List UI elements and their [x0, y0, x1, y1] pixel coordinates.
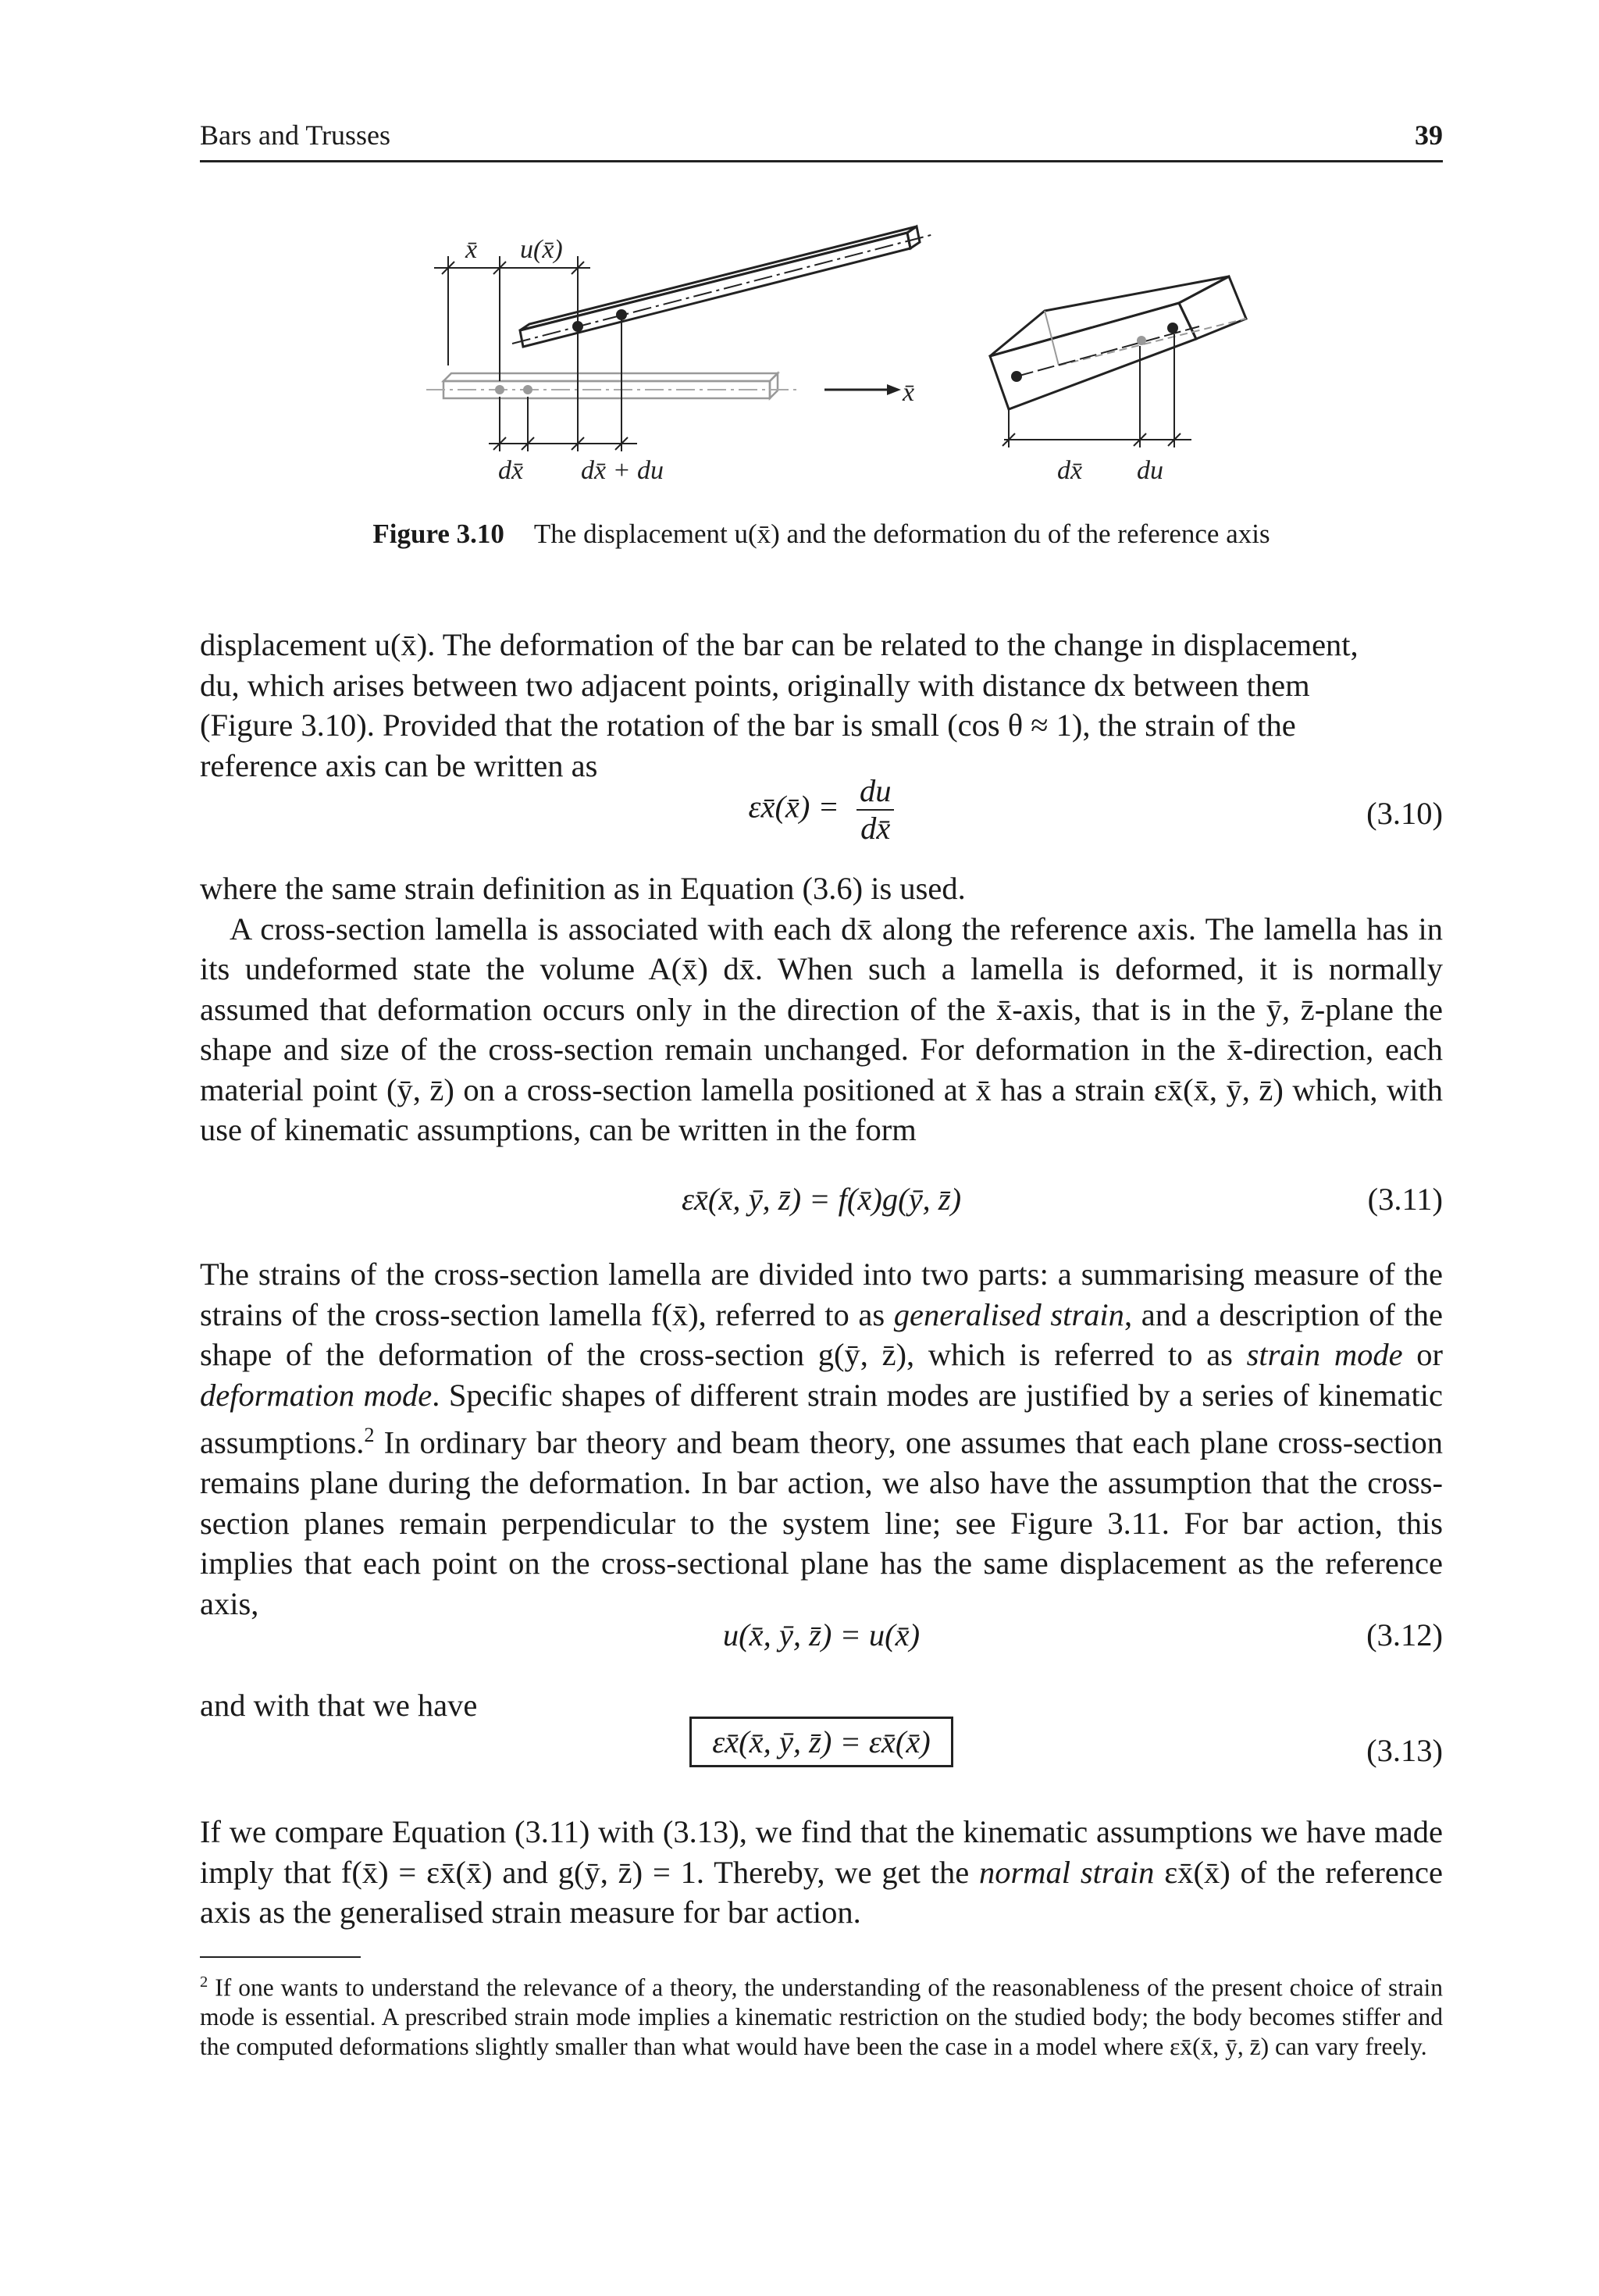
- running-header-title: Bars and Trusses: [200, 119, 391, 151]
- paragraph-4-part-3: or: [1402, 1337, 1443, 1372]
- lamella-detail: [990, 276, 1246, 409]
- lamella-point-ref: [1137, 336, 1146, 345]
- paragraph-1-line-3: (Figure 3.10). Provided that the rotation of the bar is small (cos θ ≈ 1), the strain of the: [200, 708, 1296, 743]
- undeformed-bar: [443, 373, 778, 398]
- paragraph-5-text: and with that we have: [200, 1688, 478, 1723]
- paragraph-6-part-2: εx̄(x̄) of the reference axis as the generalised strain measure for bar action.: [200, 1854, 1443, 1930]
- paragraph-4-part-2: , and a description of the shape of the deformation of the cross-section g(ȳ, z̄), which is referred to as: [200, 1296, 1444, 1372]
- paragraph-4-part-4: . Specific shapes of different strain modes are justified by a series of kinematic assumptions.: [200, 1377, 1444, 1460]
- label-axis-x: x̄: [903, 378, 915, 407]
- header-rule: [200, 160, 1443, 162]
- footnote: [200, 1968, 1443, 2061]
- equation-3-12: [200, 1617, 1443, 1657]
- footnote-rule: [200, 1956, 361, 1958]
- eq310-fraction: [856, 773, 895, 847]
- figure-3-10: [200, 209, 1443, 506]
- paragraph-3-text: A cross-section lamella is associated with each dx̄ along the reference axis. The lamella has in its undeformed state the volume A(x̄) dx̄. When such a lamella is deformed, it is normally assumed that deformation occurs only in the direction of the x̄-axis, that is in the ȳ, z̄-plane the shape and size of the cross-section remain unchanged. For deformation in the x̄-direction, each material point (ȳ, z̄) on a cross-section lamella positioned at x̄ has a strain εx̄(x̄, ȳ, z̄) which, with use of kinematic assumptions, can be written in the form: [200, 911, 1443, 1147]
- lamella-point-b: [1167, 323, 1178, 333]
- footnote-text: If one wants to understand the relevance of a theory, the understanding of the reasonableness of the present choice of strain mode is essential. A prescribed strain mode implies a kinematic restriction on the studied body; the body becomes stiffer and the computed deformations slightly smaller than what would have been the case in a model where εx̄(x̄, ȳ, z̄) can vary freely.: [200, 1973, 1444, 2060]
- figure-caption: [200, 519, 1443, 550]
- footnote-marker[interactable]: 2: [364, 1424, 375, 1446]
- paragraph-1-line-2: du, which arises between two adjacent points, originally with distance dx between them: [200, 667, 1310, 703]
- paragraph-4-italic-3: deformation mode: [200, 1377, 433, 1413]
- paragraph-2: [200, 868, 1443, 1150]
- eq310-number: (3.10): [1366, 796, 1443, 831]
- paragraph-4-part-5: In ordinary bar theory and beam theory, one assumes that each plane cross-section remains plane during the deformation. In bar action, we also have the assumption that the cross-section planes remain perpendicular to the system line; see Figure 3.11. For bar action, this implies that each point on the cross-sectional plane has the same displacement as the reference axis,: [200, 1424, 1443, 1621]
- paragraph-6-part-1: If we compare Equation (3.11) with (3.13), we find that the kinematic assumptions we have made imply that f(x̄) = εx̄(x̄) and g(ȳ, z̄) = 1. Thereby, we get the: [200, 1814, 1443, 1890]
- paragraph-4-italic-1: generalised strain: [893, 1296, 1124, 1332]
- point-a-undeformed: [495, 385, 504, 394]
- label-x-bar: x̄: [465, 235, 478, 264]
- equation-3-11: [200, 1181, 1443, 1221]
- lamella-point-a: [1011, 371, 1022, 382]
- eq310-denominator: dx̄: [860, 811, 891, 846]
- paragraph-1-line-4: reference axis can be written as: [200, 747, 598, 783]
- eq312-number: (3.12): [1366, 1617, 1443, 1652]
- paragraph-4-italic-2: strain mode: [1246, 1337, 1403, 1372]
- paragraph-2-text: where the same strain definition as in Equation (3.6) is used.: [200, 871, 966, 906]
- paragraph-6-italic-1: normal strain: [979, 1854, 1155, 1890]
- point-b-undeformed: [523, 385, 532, 394]
- label-dx-right: dx̄: [1057, 456, 1083, 485]
- paragraph-4: [200, 1254, 1443, 1624]
- label-dx-du: dx̄ + du: [581, 456, 664, 485]
- paragraph-1-line-1: displacement u(x̄). The deformation of the bar can be related to the change in displacement,: [200, 627, 1359, 662]
- eq313-expr: εx̄(x̄, ȳ, z̄) = εx̄(x̄): [712, 1724, 931, 1759]
- equation-3-10: [200, 773, 1443, 851]
- x-axis-arrowhead: [887, 384, 901, 395]
- paragraph-4-part-1: The strains of the cross-section lamella are divided into two parts: a summarising measure of the strains of the cross-section lamella f(x̄), referred to as: [200, 1257, 1443, 1332]
- lamella-axis: [1017, 326, 1199, 376]
- label-dx-left: dx̄: [498, 456, 524, 485]
- footnote-mark: 2: [200, 1973, 208, 1991]
- paragraph-6: [200, 1812, 1443, 1933]
- caption-text: The displacement u(x̄) and the deformation du of the reference axis: [533, 519, 1270, 549]
- eq310-numerator: du: [856, 773, 895, 811]
- label-du-right: du: [1137, 456, 1163, 485]
- caption-label: Figure 3.10: [372, 519, 504, 549]
- eq311-number: (3.11): [1367, 1182, 1443, 1217]
- page-number: 39: [1415, 119, 1443, 151]
- paragraph-1: [200, 625, 1443, 786]
- eq312-expr: u(x̄, ȳ, z̄) = u(x̄): [722, 1617, 921, 1652]
- label-u: u(x̄): [520, 235, 563, 264]
- equation-3-13: [200, 1717, 1443, 1787]
- eq313-box: [689, 1717, 953, 1767]
- eq311-expr: εx̄(x̄, ȳ, z̄) = f(x̄)g(ȳ, z̄): [681, 1182, 962, 1217]
- eq310-lhs: εx̄(x̄) =: [748, 789, 839, 825]
- eq313-number: (3.13): [1366, 1733, 1443, 1768]
